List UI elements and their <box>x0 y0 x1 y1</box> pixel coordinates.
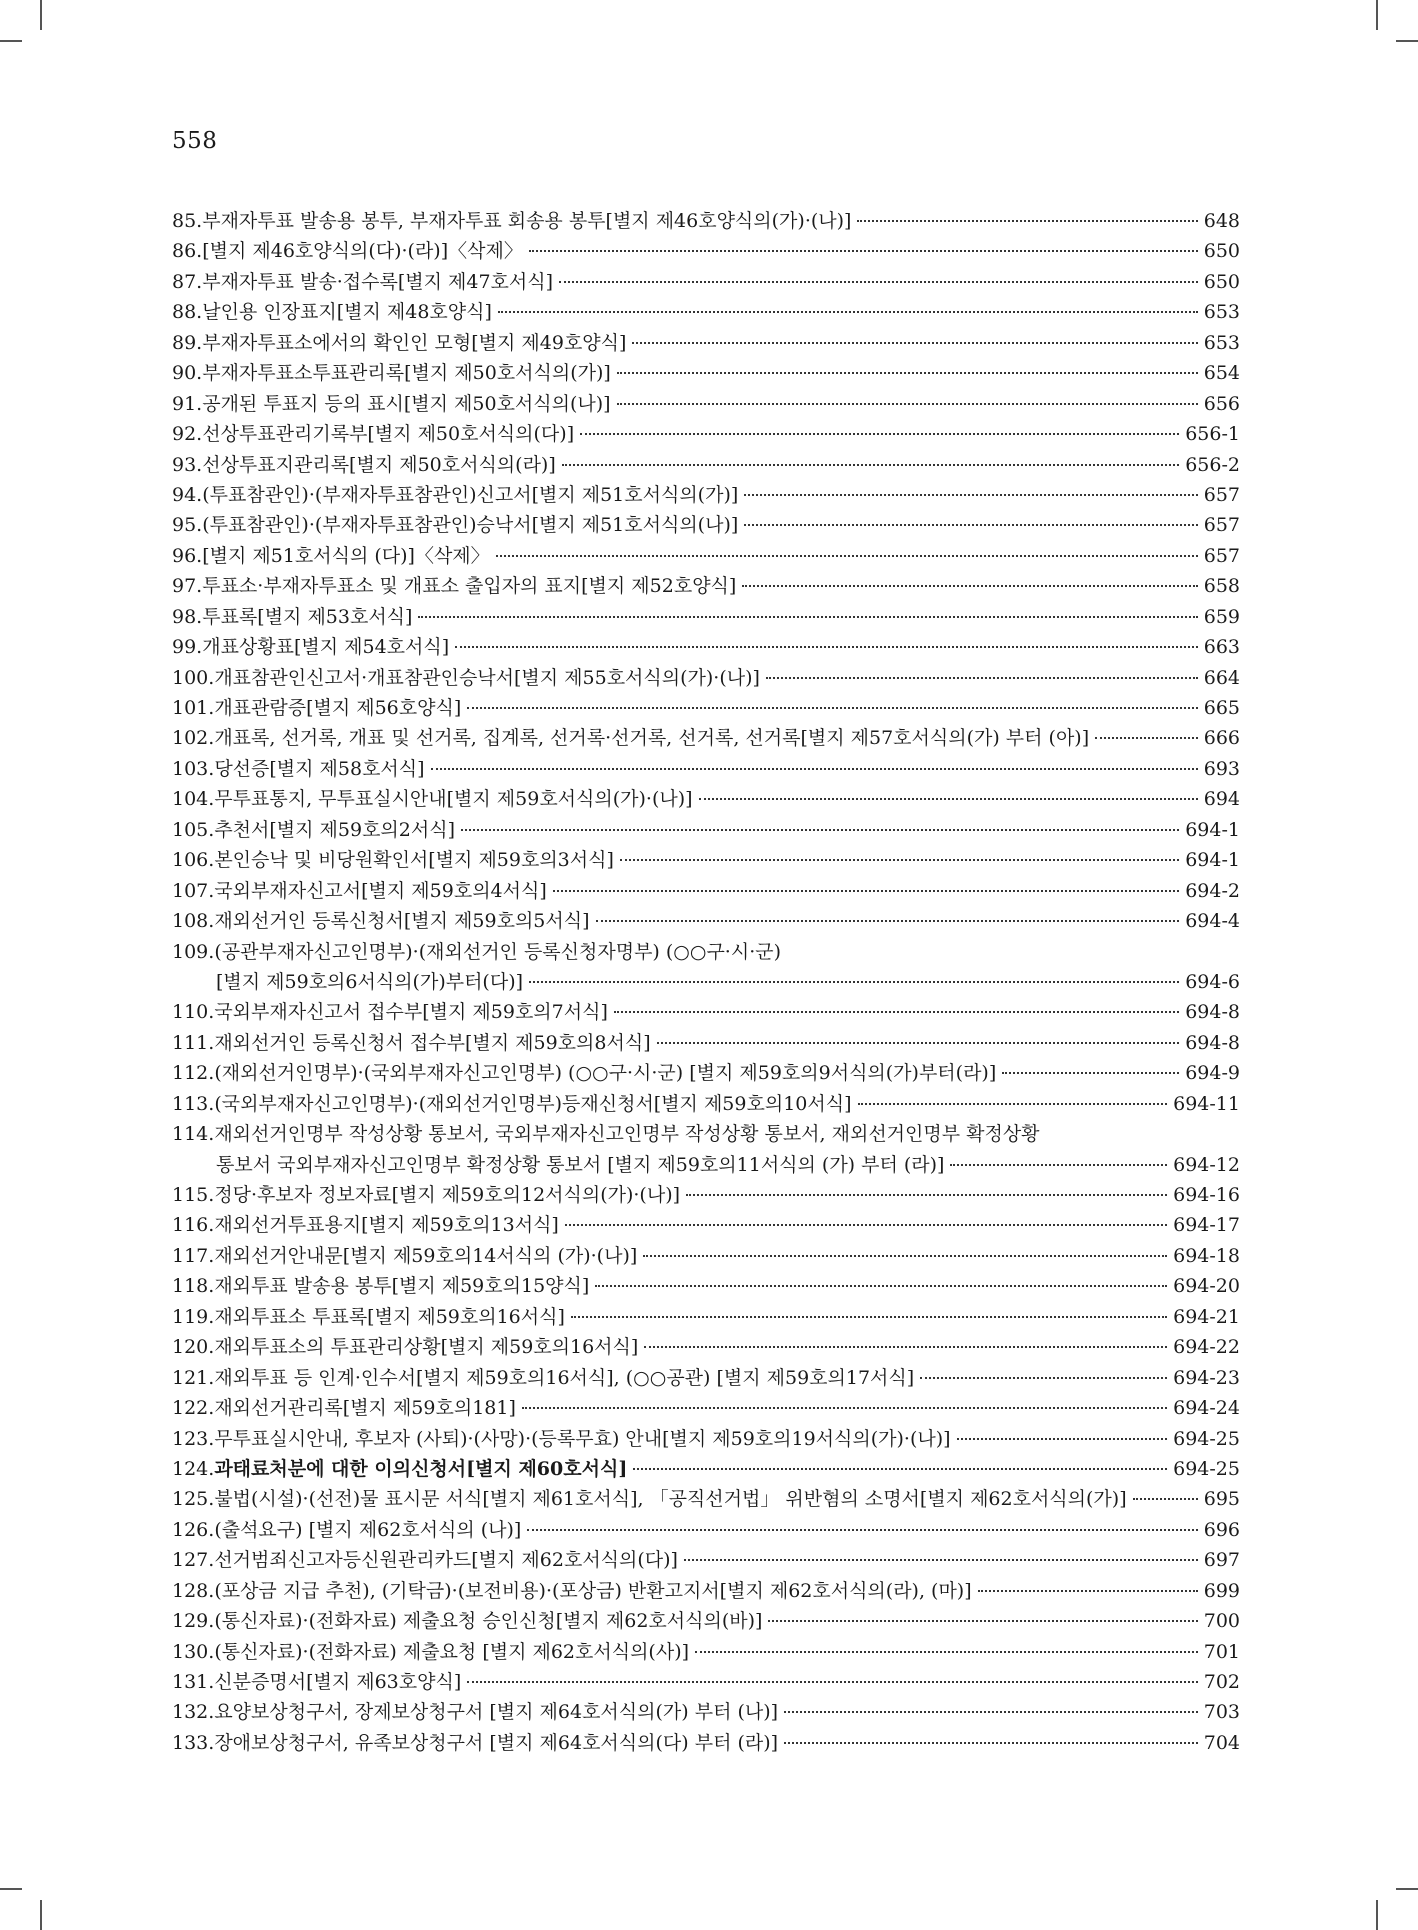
toc-entry-title: (포상금 지급 추천), (기탁금)·(보전비용)·(포상금) 반환고지서[별지 제62호서식의(라), (마)] <box>214 1579 972 1602</box>
toc-entry-number: 110. <box>172 1001 215 1024</box>
toc-entry-page: 694-16 <box>1173 1184 1240 1206</box>
dot-leader <box>1133 1498 1198 1500</box>
toc-entry-page: 654 <box>1203 362 1240 385</box>
toc-entry-page: 648 <box>1203 210 1240 232</box>
toc-entry <box>172 1424 1240 1454</box>
toc-entry-title: 투표소·부재자투표소 및 개표소 출입자의 표지[별지 제52호양식] <box>202 575 737 598</box>
toc-entry <box>172 815 1240 845</box>
toc-entry-page: 694-12 <box>1173 1153 1240 1176</box>
toc-entry-number: 130. <box>172 1640 215 1663</box>
toc-entry-page: 693 <box>1203 757 1240 780</box>
toc-entry-title: (공관부재자신고인명부)·(재외선거인 등록신청자명부) (○○구·시·군) <box>214 940 781 963</box>
toc-entry-title: 정당·후보자 정보자료[별지 제59호의12서식의(가)·(나)] <box>214 1184 681 1206</box>
table-of-contents <box>172 206 1240 1758</box>
toc-entry-page: 694-18 <box>1173 1244 1240 1267</box>
dot-leader <box>559 281 1198 283</box>
toc-entry-number: 122. <box>172 1397 215 1420</box>
toc-entry-page: 697 <box>1203 1549 1240 1572</box>
dot-leader <box>496 555 1198 557</box>
dot-leader <box>467 1681 1197 1683</box>
dot-leader <box>858 1103 1168 1105</box>
dot-leader <box>766 677 1198 679</box>
toc-entry-page: 694-8 <box>1185 1031 1240 1054</box>
dot-leader <box>695 1651 1198 1653</box>
toc-entry <box>172 1576 1240 1606</box>
dot-leader <box>620 859 1179 861</box>
toc-entry-page: 694-24 <box>1173 1397 1240 1420</box>
dot-leader <box>461 829 1179 831</box>
dot-leader <box>950 1164 1167 1166</box>
toc-entry-number: 107. <box>172 879 215 902</box>
dot-leader <box>565 1224 1167 1226</box>
toc-entry-number: 87. <box>172 270 203 293</box>
toc-entry <box>172 541 1240 571</box>
toc-entry-number: 111. <box>172 1031 215 1054</box>
dot-leader <box>684 1559 1198 1561</box>
toc-entry-title: 당선증[별지 제58호서식] <box>214 757 425 780</box>
toc-entry <box>172 1606 1240 1636</box>
dot-leader <box>595 1285 1167 1287</box>
toc-entry-number: 85. <box>172 210 203 232</box>
dot-leader <box>455 646 1198 648</box>
toc-entry <box>172 1058 1240 1088</box>
toc-entry <box>172 1697 1240 1727</box>
toc-entry-title: 요양보상청구서, 장제보상청구서 [별지 제64호서식의(가) 부터 (나)] <box>214 1701 779 1724</box>
toc-entry-page: 656-2 <box>1185 453 1240 476</box>
toc-entry-title: [별지 제46호양식의(다)·(라)]〈삭제〉 <box>202 240 523 263</box>
toc-entry-title: 국외부재자신고서 접수부[별지 제59호의7서식] <box>214 1001 608 1024</box>
toc-entry-number: 101. <box>172 697 215 719</box>
toc-entry <box>172 450 1240 480</box>
toc-entry-title: 재외선거인 등록신청서[별지 제59호의5서식] <box>214 910 590 933</box>
dot-leader <box>1095 737 1198 739</box>
dot-leader <box>553 890 1179 892</box>
dot-leader <box>617 372 1198 374</box>
toc-entry-title: [별지 제59호의6서식의(가)부터(다)] <box>216 970 524 993</box>
dot-leader <box>978 1590 1198 1592</box>
toc-entry <box>172 1363 1240 1393</box>
toc-entry-page: 704 <box>1203 1731 1240 1754</box>
toc-entry <box>172 328 1240 358</box>
toc-entry-title: 선거범죄신고자등신원관리카드[별지 제62호서식의(다)] <box>214 1549 678 1572</box>
toc-entry-title: 재외선거인 등록신청서 접수부[별지 제59호의8서식] <box>214 1031 651 1054</box>
crop-mark-left-upper <box>0 40 22 42</box>
toc-entry <box>172 1454 1240 1484</box>
toc-entry-title: 무투표실시안내, 후보자 (사퇴)·(사망)·(등록무효) 안내[별지 제59호의19서식의(가)·(나)] <box>214 1427 951 1450</box>
toc-entry <box>172 297 1240 327</box>
dot-leader <box>522 1407 1167 1409</box>
toc-entry-title: 선상투표관리기록부[별지 제50호서식의(다)] <box>202 423 575 446</box>
toc-entry-number: 115. <box>172 1184 215 1206</box>
toc-entry-title: (투표참관인)·(부재자투표참관인)승낙서[별지 제51호서식의(나)] <box>202 514 739 537</box>
toc-entry-title: 재외투표소 투표록[별지 제59호의16서식] <box>214 1305 565 1328</box>
dot-leader <box>617 403 1198 405</box>
dot-leader <box>784 1742 1198 1744</box>
toc-entry <box>172 1545 1240 1575</box>
toc-entry <box>172 510 1240 540</box>
toc-entry <box>172 1667 1240 1697</box>
toc-entry-page: 694-1 <box>1185 849 1240 872</box>
toc-entry-page: 694 <box>1203 788 1240 811</box>
toc-entry <box>172 267 1240 297</box>
toc-entry-title: 개표상황표[별지 제54호서식] <box>202 636 450 659</box>
toc-entry-page: 694-1 <box>1185 818 1240 841</box>
toc-entry <box>172 906 1240 936</box>
toc-entry-number: 120. <box>172 1336 215 1359</box>
dot-leader <box>784 1711 1198 1713</box>
toc-entry-number: 105. <box>172 818 215 841</box>
toc-entry-page: 694-25 <box>1173 1427 1240 1450</box>
toc-entry-title: 공개된 투표지 등의 표시[별지 제50호서식의(나)] <box>202 392 611 415</box>
toc-entry-number: 86. <box>172 240 203 263</box>
dot-leader <box>431 768 1198 770</box>
toc-entry-number: 124. <box>172 1457 215 1480</box>
toc-entry <box>172 480 1240 510</box>
toc-entry-number: 99. <box>172 636 203 659</box>
toc-entry-title: 부재자투표 발송·접수록[별지 제47호서식] <box>202 270 554 293</box>
toc-entry-page: 703 <box>1203 1701 1240 1724</box>
toc-entry-page: 696 <box>1203 1518 1240 1541</box>
toc-entry-title: 개표관람증[별지 제56호양식] <box>214 697 462 719</box>
dot-leader <box>857 220 1197 222</box>
toc-entry-title: 불법(시설)·(선전)물 표시문 서식[별지 제61호서식], 「공직선거법」 위반혐의 소명서[별지 제62호서식의(가)] <box>214 1488 1127 1511</box>
toc-entry-number: 94. <box>172 483 203 506</box>
toc-entry-number: 92. <box>172 423 203 446</box>
crop-mark-top-left <box>40 0 42 30</box>
toc-entry-title: 재외투표 발송용 봉투[별지 제59호의15양식] <box>214 1275 590 1298</box>
toc-entry <box>172 784 1240 814</box>
toc-entry <box>172 997 1240 1027</box>
toc-entry-page: 694-8 <box>1185 1001 1240 1024</box>
dot-leader <box>744 524 1197 526</box>
crop-mark-top-right <box>1376 0 1378 30</box>
toc-entry-title: [별지 제51호서식의 (다)]〈삭제〉 <box>202 544 490 567</box>
toc-entry-title: 과태료처분에 대한 이의신청서[별지 제60호서식] <box>214 1457 628 1480</box>
toc-entry-number: 108. <box>172 910 215 933</box>
toc-entry <box>172 754 1240 784</box>
toc-entry <box>172 236 1240 266</box>
dot-leader <box>571 1316 1167 1318</box>
dot-leader <box>957 1438 1168 1440</box>
dot-leader <box>467 707 1197 709</box>
toc-entry-page: 653 <box>1203 331 1240 354</box>
toc-entry <box>172 1637 1240 1667</box>
toc-entry-title: (국외부재자신고인명부)·(재외선거인명부)등재신청서[별지 제59호의10서식] <box>214 1092 852 1115</box>
toc-entry-title: 재외투표 등 인계·인수서[별지 제59호의16서식], (○○공관) [별지 제59호의17서식] <box>214 1366 915 1389</box>
toc-entry-number: 88. <box>172 301 203 324</box>
toc-entry-number: 102. <box>172 727 215 750</box>
toc-entry-page: 699 <box>1203 1579 1240 1602</box>
toc-entry-page: 694-20 <box>1173 1275 1240 1298</box>
toc-entry <box>172 1271 1240 1301</box>
toc-entry <box>172 419 1240 449</box>
dot-leader <box>529 981 1179 983</box>
toc-entry-number: 123. <box>172 1427 215 1450</box>
toc-entry-page: 694-22 <box>1173 1336 1240 1359</box>
toc-entry-number: 100. <box>172 666 215 689</box>
toc-entry-number: 103. <box>172 757 215 780</box>
toc-entry-title: (통신자료)·(전화자료) 제출요청 승인신청[별지 제62호서식의(바)] <box>214 1610 763 1633</box>
dot-leader <box>527 1529 1197 1531</box>
toc-entry-page: 657 <box>1203 483 1240 506</box>
toc-entry-title: 개표참관인신고서·개표참관인승낙서[별지 제55호서식의(가)·(나)] <box>214 666 760 689</box>
toc-entry <box>172 602 1240 632</box>
toc-entry-page: 694-2 <box>1185 879 1240 902</box>
toc-entry <box>172 876 1240 906</box>
toc-entry-number: 109. <box>172 940 215 963</box>
toc-entry-number: 106. <box>172 849 215 872</box>
toc-entry-page: 656-1 <box>1185 423 1240 446</box>
toc-entry-title: 재외선거관리록[별지 제59호의181] <box>214 1397 516 1420</box>
crop-mark-bottom-right <box>1376 1900 1378 1930</box>
toc-entry-page: 656 <box>1203 392 1240 415</box>
toc-entry-title: 재외투표소의 투표관리상황[별지 제59호의16서식] <box>214 1336 639 1359</box>
toc-entry-page: 665 <box>1203 697 1240 719</box>
toc-entry-number: 113. <box>172 1092 215 1115</box>
toc-entry-page: 694-4 <box>1185 910 1240 933</box>
toc-entry-title: 부재자투표 발송용 봉투, 부재자투표 회송용 봉투[별지 제46호양식의(가)·(나)] <box>202 210 852 232</box>
toc-entry-title: (출석요구) [별지 제62호서식의 (나)] <box>214 1518 522 1541</box>
toc-entry-title: 부재자투표소투표관리록[별지 제50호서식의(가)] <box>202 362 611 385</box>
dot-leader <box>699 798 1198 800</box>
toc-entry <box>172 571 1240 601</box>
toc-entry-title: 국외부재자신고서[별지 제59호의4서식] <box>214 879 547 902</box>
dot-leader <box>686 1194 1167 1196</box>
dot-leader <box>1002 1072 1179 1074</box>
toc-entry-title: 장애보상청구서, 유족보상청구서 [별지 제64호서식의(다) 부터 (라)] <box>214 1731 779 1754</box>
toc-entry-page: 695 <box>1203 1488 1240 1511</box>
toc-entry-number: 114. <box>172 1123 215 1146</box>
dot-leader <box>657 1042 1180 1044</box>
toc-entry <box>172 693 1240 723</box>
toc-entry <box>172 663 1240 693</box>
toc-entry-number: 131. <box>172 1671 215 1693</box>
toc-entry <box>172 1150 1240 1180</box>
dot-leader <box>562 464 1179 466</box>
toc-entry-number: 128. <box>172 1579 215 1602</box>
toc-entry <box>172 389 1240 419</box>
toc-entry-title: 재외선거투표용지[별지 제59호의13서식] <box>214 1214 559 1237</box>
crop-mark-bottom-left <box>40 1900 42 1930</box>
crop-mark-right-upper <box>1396 40 1418 42</box>
dot-leader <box>633 1468 1167 1470</box>
toc-entry <box>172 845 1240 875</box>
toc-entry-page: 653 <box>1203 301 1240 324</box>
crop-mark-right-lower <box>1396 1888 1418 1890</box>
toc-entry-number: 118. <box>172 1275 215 1298</box>
toc-entry <box>172 1180 1240 1210</box>
toc-entry <box>172 967 1240 997</box>
toc-entry-page: 657 <box>1203 544 1240 567</box>
toc-entry-page: 694-25 <box>1173 1457 1240 1480</box>
toc-entry <box>172 937 1240 967</box>
dot-leader <box>529 250 1198 252</box>
toc-entry-title: 재외선거안내문[별지 제59호의14서식의 (가)·(나)] <box>214 1244 638 1267</box>
toc-entry-title: 날인용 인장표지[별지 제48호양식] <box>202 301 492 324</box>
toc-entry-number: 117. <box>172 1244 215 1267</box>
toc-entry-page: 701 <box>1203 1640 1240 1663</box>
toc-entry-page: 657 <box>1203 514 1240 537</box>
toc-entry-number: 112. <box>172 1062 215 1085</box>
toc-entry-title: 신분증명서[별지 제63호양식] <box>214 1671 462 1693</box>
toc-entry-page: 694-17 <box>1173 1214 1240 1237</box>
toc-entry-page: 659 <box>1203 605 1240 628</box>
toc-entry-page: 694-9 <box>1185 1062 1240 1085</box>
toc-entry-number: 129. <box>172 1610 215 1633</box>
toc-entry <box>172 1515 1240 1545</box>
toc-entry-title: 투표록[별지 제53호서식] <box>202 605 413 628</box>
toc-entry-number: 119. <box>172 1305 215 1328</box>
toc-entry-title: 본인승낙 및 비당원확인서[별지 제59호의3서식] <box>214 849 614 872</box>
toc-entry-title: 선상투표지관리록[별지 제50호서식의(라)] <box>202 453 556 476</box>
toc-entry <box>172 632 1240 662</box>
toc-entry-number: 132. <box>172 1701 215 1724</box>
dot-leader <box>920 1377 1167 1379</box>
dot-leader <box>498 311 1198 313</box>
dot-leader <box>596 920 1180 922</box>
toc-entry <box>172 1728 1240 1758</box>
dot-leader <box>580 433 1179 435</box>
toc-entry-number: 96. <box>172 544 203 567</box>
toc-entry-title: 통보서 국외부재자신고인명부 확정상황 통보서 [별지 제59호의11서식의 (가) 부터 (라)] <box>216 1153 945 1176</box>
toc-entry-title: 재외선거인명부 작성상황 통보서, 국외부재자신고인명부 작성상황 통보서, 재외선거인명부 확정상황 <box>214 1123 1040 1146</box>
toc-entry <box>172 1332 1240 1362</box>
toc-entry-number: 126. <box>172 1518 215 1541</box>
toc-entry-number: 95. <box>172 514 203 537</box>
toc-entry-page: 694-6 <box>1185 970 1240 993</box>
toc-entry-title: 개표록, 선거록, 개표 및 선거록, 집계록, 선거록·선거록, 선거록, 선거록[별지 제57호서식의(가) 부터 (아)] <box>214 727 1090 750</box>
toc-entry-number: 121. <box>172 1366 215 1389</box>
toc-entry-number: 127. <box>172 1549 215 1572</box>
toc-entry-page: 658 <box>1203 575 1240 598</box>
toc-entry-page: 664 <box>1203 666 1240 689</box>
toc-entry-number: 104. <box>172 788 215 811</box>
dot-leader <box>632 342 1197 344</box>
dot-leader <box>644 1346 1167 1348</box>
dot-leader <box>418 616 1197 618</box>
toc-entry <box>172 358 1240 388</box>
toc-entry-number: 98. <box>172 605 203 628</box>
toc-entry <box>172 1241 1240 1271</box>
toc-entry <box>172 1119 1240 1149</box>
toc-entry-number: 125. <box>172 1488 215 1511</box>
toc-entry <box>172 1089 1240 1119</box>
toc-entry-number: 93. <box>172 453 203 476</box>
toc-entry <box>172 1028 1240 1058</box>
dot-leader <box>614 1011 1179 1013</box>
toc-entry <box>172 1302 1240 1332</box>
toc-entry <box>172 1393 1240 1423</box>
toc-entry-title: (재외선거인명부)·(국외부재자신고인명부) (○○구·시·군) [별지 제59호의9서식의(가)부터(라)] <box>214 1062 997 1085</box>
toc-entry-number: 116. <box>172 1214 215 1237</box>
toc-entry-number: 97. <box>172 575 203 598</box>
toc-entry-page: 650 <box>1203 270 1240 293</box>
toc-entry-title: 무투표통지, 무투표실시안내[별지 제59호서식의(가)·(나)] <box>214 788 693 811</box>
toc-entry-number: 89. <box>172 331 203 354</box>
toc-entry <box>172 206 1240 236</box>
crop-mark-left-lower <box>0 1888 22 1890</box>
toc-entry <box>172 723 1240 753</box>
toc-entry-number: 90. <box>172 362 203 385</box>
toc-entry-page: 694-23 <box>1173 1366 1240 1389</box>
toc-entry-page: 666 <box>1203 727 1240 750</box>
dot-leader <box>742 585 1197 587</box>
dot-leader <box>768 1620 1197 1622</box>
toc-entry-number: 91. <box>172 392 203 415</box>
toc-entry-page: 663 <box>1203 636 1240 659</box>
toc-entry-title: 부재자투표소에서의 확인인 모형[별지 제49호양식] <box>202 331 627 354</box>
toc-entry-number: 133. <box>172 1731 215 1754</box>
page-number: 558 <box>172 128 218 154</box>
toc-entry-page: 700 <box>1203 1610 1240 1633</box>
toc-entry-title: 추천서[별지 제59호의2서식] <box>214 818 455 841</box>
toc-entry-page: 702 <box>1203 1671 1240 1693</box>
toc-entry-title: (투표참관인)·(부재자투표참관인)신고서[별지 제51호서식의(가)] <box>202 483 739 506</box>
toc-entry-page: 650 <box>1203 240 1240 263</box>
dot-leader <box>744 494 1197 496</box>
toc-entry <box>172 1484 1240 1514</box>
toc-entry-title: (통신자료)·(전화자료) 제출요청 [별지 제62호서식의(사)] <box>214 1640 690 1663</box>
toc-entry <box>172 1210 1240 1240</box>
dot-leader <box>643 1255 1167 1257</box>
toc-entry-page: 694-21 <box>1173 1305 1240 1328</box>
toc-entry-page: 694-11 <box>1173 1092 1240 1115</box>
